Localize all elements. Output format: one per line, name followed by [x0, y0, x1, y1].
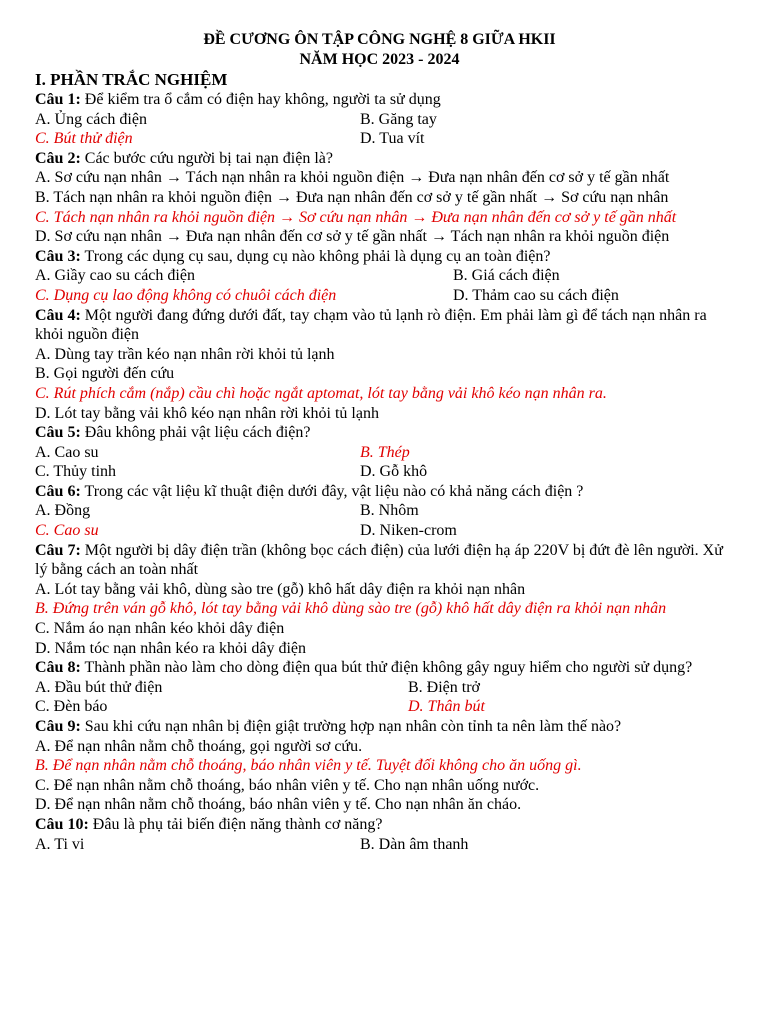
answer-b-correct: B. Để nạn nhân nằm chỗ thoáng, báo nhân viên y tế. Tuyệt đối không cho ăn uống gì.	[35, 757, 582, 775]
question-label: Câu 5:	[35, 424, 81, 442]
answer-a: A. Cao su	[35, 443, 99, 461]
answer-a: A. Ti vi	[35, 835, 85, 853]
question-9	[35, 717, 724, 737]
answer-b: B. Găng tay	[360, 110, 437, 128]
question-7	[35, 541, 724, 580]
answer-c-correct: C. Bút thử điện	[35, 130, 133, 148]
section-heading: I. PHẦN TRẮC NGHIỆM	[35, 70, 228, 89]
question-text: Trong các dụng cụ sau, dụng cụ nào không phải là dụng cụ an toàn điện?	[80, 247, 551, 265]
answer-row	[35, 835, 724, 855]
question-text: Thành phần nào làm cho dòng điện qua bút thử điện không gây nguy hiểm cho người sử dụng?	[80, 659, 693, 677]
answer-row	[35, 110, 724, 130]
answer-a: A. Dùng tay trần kéo nạn nhân rời khỏi tủ lạnh	[35, 345, 335, 363]
question-2	[35, 149, 724, 169]
answer-row	[35, 697, 724, 717]
question-label: Câu 4:	[35, 306, 81, 324]
question-8	[35, 658, 724, 678]
question-text: Trong các vật liệu kĩ thuật điện dưới đây, vật liệu nào có khả năng cách điện ?	[80, 482, 584, 500]
answer-b: B. Nhôm	[360, 502, 419, 520]
answer-c-correct: C. Tách nạn nhân ra khỏi nguồn điện → Sơ cứu nạn nhân → Đưa nạn nhân đến cơ sở y tế gần nhất	[35, 208, 677, 226]
question-label: Câu 2:	[35, 149, 81, 167]
answer-c-correct: C. Dụng cụ lao động không có chuôi cách điện	[35, 286, 337, 304]
answer-row	[35, 443, 724, 463]
answer-b: B. Giá cách điện	[453, 267, 560, 285]
answer-b: B. Dàn âm thanh	[360, 835, 469, 853]
answer-row	[35, 501, 724, 521]
school-year: NĂM HỌC 2023 - 2024	[299, 51, 460, 68]
answer-b-correct: B. Thép	[360, 443, 410, 461]
answer-c: C. Nắm áo nạn nhân kéo khỏi dây điện	[35, 620, 285, 638]
answer-c: C. Để nạn nhân nằm chỗ thoáng, báo nhân viên y tế. Cho nạn nhân uống nước.	[35, 776, 540, 794]
answer-b: B. Gọi người đến cứu	[35, 365, 175, 383]
question-label: Câu 3:	[35, 247, 81, 265]
answer-c: C. Đèn báo	[35, 698, 108, 716]
question-6	[35, 482, 724, 502]
answer-a: A. Để nạn nhân nằm chỗ thoáng, gọi người sơ cứu.	[35, 737, 363, 755]
answer-d: D. Tua vít	[360, 130, 425, 148]
answer-d: D. Lót tay bằng vải khô kéo nạn nhân rời khỏi tủ lạnh	[35, 404, 379, 422]
question-label: Câu 7:	[35, 541, 81, 559]
answer-d-correct: D. Thân bút	[408, 698, 485, 716]
answer-c-correct: C. Rút phích cắm (nắp) cầu chì hoặc ngắt aptomat, lót tay bằng vải khô kéo nạn nhân ra.	[35, 384, 607, 402]
answer-d: D. Thảm cao su cách điện	[453, 286, 619, 304]
question-text: Một người bị dây điện trần (không bọc cách điện) của lưới điện hạ áp 220V bị đứt đè lên người. Xử lý bằng cách an toàn nhất	[35, 541, 723, 579]
answer-d: D. Niken-crom	[360, 522, 457, 540]
answer-a: A. Lót tay bằng vải khô, dùng sào tre (gỗ) khô hất dây điện ra khỏi nạn nhân	[35, 580, 526, 598]
question-label: Câu 8:	[35, 659, 81, 677]
answer-a: A. Đồng	[35, 502, 91, 520]
question-5	[35, 423, 724, 443]
answer-c-correct: C. Cao su	[35, 522, 99, 540]
document-title: ĐỀ CƯƠNG ÔN TẬP CÔNG NGHỆ 8 GIỮA HKII	[203, 31, 556, 48]
answer-row	[35, 129, 724, 149]
answer-b: B. Tách nạn nhân ra khỏi nguồn điện → Đưa nạn nhân đến cơ sở y tế gần nhất → Sơ cứu nạn nhân	[35, 188, 669, 206]
answer-b: B. Điện trở	[408, 678, 481, 696]
question-3	[35, 247, 724, 267]
question-10	[35, 815, 724, 835]
question-label: Câu 6:	[35, 482, 81, 500]
answer-row	[35, 521, 724, 541]
answer-a: A. Ủng cách điện	[35, 110, 147, 128]
question-label: Câu 9:	[35, 718, 81, 735]
answer-row	[35, 286, 724, 306]
question-text: Đâu là phụ tải biến điện năng thành cơ năng?	[88, 815, 383, 833]
answer-c: C. Thủy tinh	[35, 463, 117, 481]
question-text: Các bước cứu người bị tai nạn điện là?	[80, 149, 333, 167]
answer-d: D. Để nạn nhân nằm chỗ thoáng, báo nhân viên y tế. Cho nạn nhân ăn cháo.	[35, 796, 522, 814]
answer-b-correct: B. Đứng trên ván gỗ khô, lót tay bằng vải khô dùng sào tre (gỗ) khô hất dây điện ra khỏi nạn nhân	[35, 600, 667, 618]
answer-row	[35, 462, 724, 482]
question-text: Sau khi cứu nạn nhân bị điện giật trường hợp nạn nhân còn tỉnh ta nên làm thế nào?	[80, 718, 622, 735]
question-label: Câu 10:	[35, 815, 89, 833]
question-text: Để kiểm tra ổ cắm có điện hay không, người ta sử dụng	[80, 91, 441, 108]
question-label: Câu 1:	[35, 91, 81, 108]
answer-a: A. Giầy cao su cách điện	[35, 267, 195, 285]
answer-a: A. Đầu bút thử điện	[35, 678, 163, 696]
answer-d: D. Nắm tóc nạn nhân kéo ra khỏi dây điện	[35, 639, 307, 657]
question-text: Đâu không phải vật liệu cách điện?	[80, 424, 311, 442]
answer-d: D. Gỗ khô	[360, 463, 428, 481]
question-1	[35, 90, 724, 110]
question-4	[35, 306, 724, 345]
answer-d: D. Sơ cứu nạn nhân → Đưa nạn nhân đến cơ sở y tế gần nhất → Tách nạn nhân ra khỏi nguồn điện	[35, 228, 670, 246]
answer-row	[35, 678, 724, 698]
question-text: Một người đang đứng dưới đất, tay chạm vào tủ lạnh rò điện. Em phải làm gì để tách nạn nhân ra khỏi nguồn điện	[35, 306, 707, 344]
answer-row	[35, 266, 724, 286]
answer-a: A. Sơ cứu nạn nhân → Tách nạn nhân ra khỏi nguồn điện → Đưa nạn nhân đến cơ sở y tế gần nhất	[35, 169, 670, 187]
